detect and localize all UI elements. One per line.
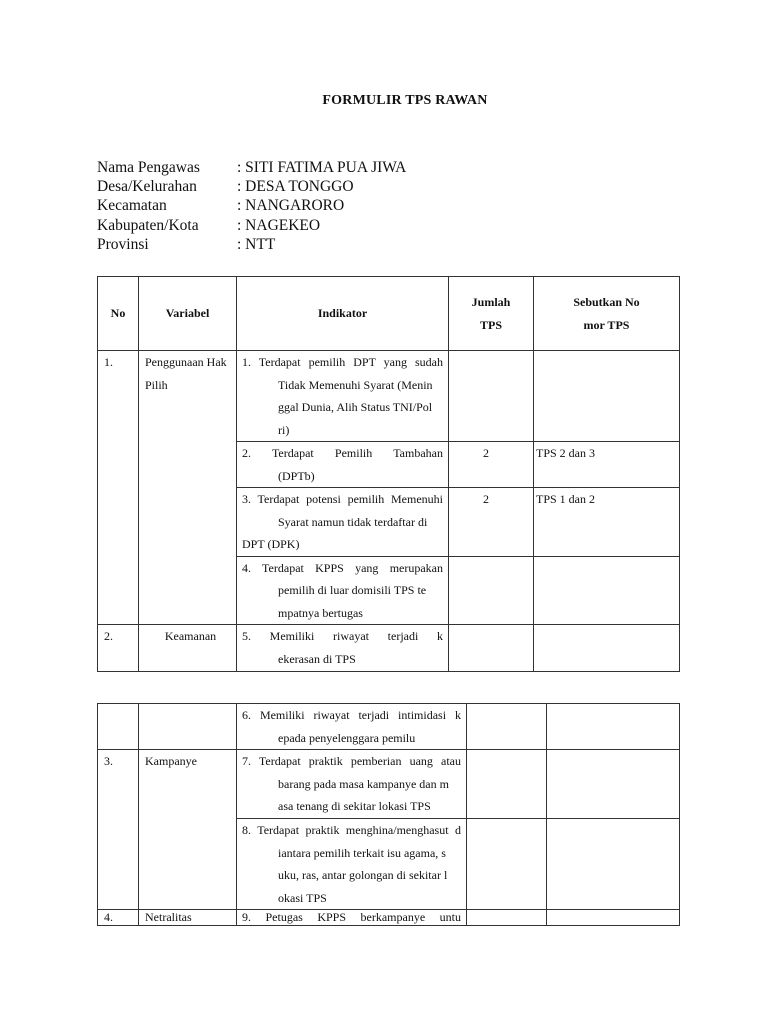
info-label: Nama Pengawas xyxy=(97,159,200,176)
indikator-cell xyxy=(237,442,449,488)
row-no xyxy=(98,704,139,750)
jumlah-cell xyxy=(449,625,534,672)
indikator-line: uku, ras, antar golongan di sekitar l xyxy=(278,868,448,882)
indikator-line: 1. Terdapat pemilih DPT yang sudah xyxy=(242,355,443,369)
sebutkan-cell xyxy=(534,556,680,625)
row-variabel xyxy=(139,351,237,625)
indikator-line: DPT (DPK) xyxy=(242,537,300,551)
sebutkan-cell: TPS 2 dan 3 xyxy=(534,442,680,488)
sebutkan-cell xyxy=(547,819,680,910)
sebutkan-cell xyxy=(534,625,680,672)
row-no: 2. xyxy=(98,625,139,672)
info-value: : NANGARORO xyxy=(237,197,345,215)
row-no: 1. xyxy=(98,351,139,625)
indikator-line: epada penyelenggara pemilu xyxy=(278,730,416,745)
indikator-cell xyxy=(237,750,467,819)
row-variabel xyxy=(139,704,237,750)
info-row-kabupaten xyxy=(97,216,406,235)
table-row xyxy=(98,910,680,926)
info-row-desa xyxy=(97,177,406,196)
variabel-line2: Pilih xyxy=(145,377,168,392)
table-row xyxy=(98,704,680,750)
jumlah-cell xyxy=(467,750,547,819)
header-jumlah-line1: Jumlah xyxy=(471,294,511,309)
indikator-line: 9. Petugas KPPS berkampanye untu xyxy=(242,910,461,924)
table-row xyxy=(98,625,680,672)
officer-info xyxy=(97,158,406,254)
indikator-cell xyxy=(237,819,467,910)
indikator-line: barang pada masa kampanye dan m xyxy=(278,776,449,791)
row-variabel: Kampanye xyxy=(139,750,237,910)
info-value: : NTT xyxy=(237,235,276,253)
indikator-cell xyxy=(237,351,449,442)
sebutkan-cell: TPS 1 dan 2 xyxy=(534,488,680,557)
header-variabel: Variabel xyxy=(139,277,237,351)
jumlah-cell xyxy=(467,819,547,910)
header-sebutkan-nomor-tps xyxy=(534,277,680,351)
indikator-cell xyxy=(237,910,467,926)
jumlah-cell xyxy=(467,704,547,750)
row-variabel: Netralitas xyxy=(139,910,237,926)
form-title: FORMULIR TPS RAWAN xyxy=(322,93,488,108)
indikator-line: ekerasan di TPS xyxy=(278,651,356,666)
indikator-line: okasi TPS xyxy=(278,890,327,905)
info-row-kecamatan xyxy=(97,196,406,215)
sebutkan-cell xyxy=(547,704,680,750)
info-row-provinsi xyxy=(97,235,406,254)
indikator-cell xyxy=(237,704,467,750)
info-value: : SITI FATIMA PUA JIWA xyxy=(237,159,407,176)
row-no: 4. xyxy=(98,910,139,926)
jumlah-cell: 2 xyxy=(449,442,534,488)
tps-rawan-table-page-1 xyxy=(97,276,680,672)
indikator-cell xyxy=(237,556,449,625)
info-value: : DESA TONGGO xyxy=(237,178,354,196)
sebutkan-cell xyxy=(534,351,680,442)
jumlah-cell xyxy=(449,556,534,625)
tps-rawan-table-page-2 xyxy=(97,703,680,926)
indikator-line: 6. Memiliki riwayat terjadi intimidasi k xyxy=(242,708,461,722)
header-jumlah-tps xyxy=(449,277,534,351)
info-label: Desa/Kelurahan xyxy=(97,178,197,196)
jumlah-cell: 2 xyxy=(449,488,534,557)
row-variabel: Keamanan xyxy=(139,625,237,672)
indikator-line: Syarat namun tidak terdaftar di xyxy=(278,514,428,529)
table-header-row xyxy=(98,277,680,351)
table-row xyxy=(98,750,680,819)
indikator-line: pemilih di luar domisili TPS te xyxy=(278,583,427,597)
info-label: Kecamatan xyxy=(97,197,167,215)
indikator-line: iantara pemilih terkait isu agama, s xyxy=(278,845,446,860)
info-label: Kabupaten/Kota xyxy=(97,216,199,234)
indikator-line: 4. Terdapat KPPS yang merupakan xyxy=(242,560,443,575)
sebutkan-cell xyxy=(547,910,680,926)
indikator-line: ggal Dunia, Alih Status TNI/Pol xyxy=(278,400,433,414)
header-no: No xyxy=(98,277,139,351)
indikator-line: mpatnya bertugas xyxy=(278,605,363,620)
table-row xyxy=(98,351,680,442)
indikator-line: 3. Terdapat potensi pemilih Memenuhi xyxy=(242,492,443,506)
row-no: 3. xyxy=(98,750,139,910)
jumlah-cell xyxy=(449,351,534,442)
header-sebutkan-line2: mor TPS xyxy=(583,317,630,332)
indikator-line: 2. Terdapat Pemilih Tambahan xyxy=(242,446,443,460)
indikator-line: 5. Memiliki riwayat terjadi k xyxy=(242,629,443,643)
info-value: : NAGEKEO xyxy=(237,216,321,234)
variabel-line1: Penggunaan Hak xyxy=(145,355,227,369)
indikator-line: ri) xyxy=(278,422,290,437)
indikator-line: Tidak Memenuhi Syarat (Menin xyxy=(278,377,433,392)
jumlah-cell xyxy=(467,910,547,926)
header-jumlah-line2: TPS xyxy=(479,317,502,332)
header-indikator: Indikator xyxy=(237,277,449,351)
info-row-nama-pengawas xyxy=(97,158,406,177)
indikator-cell xyxy=(237,488,449,557)
indikator-line: 8. Terdapat praktik menghina/menghasut d xyxy=(242,823,461,837)
sebutkan-cell xyxy=(547,750,680,819)
indikator-line: 7. Terdapat praktik pemberian uang atau xyxy=(242,754,461,768)
indikator-line: (DPTb) xyxy=(278,468,315,483)
indikator-cell xyxy=(237,625,449,672)
indikator-line: asa tenang di sekitar lokasi TPS xyxy=(278,799,431,813)
info-label: Provinsi xyxy=(97,235,149,253)
header-sebutkan-line1: Sebutkan No xyxy=(573,294,640,309)
